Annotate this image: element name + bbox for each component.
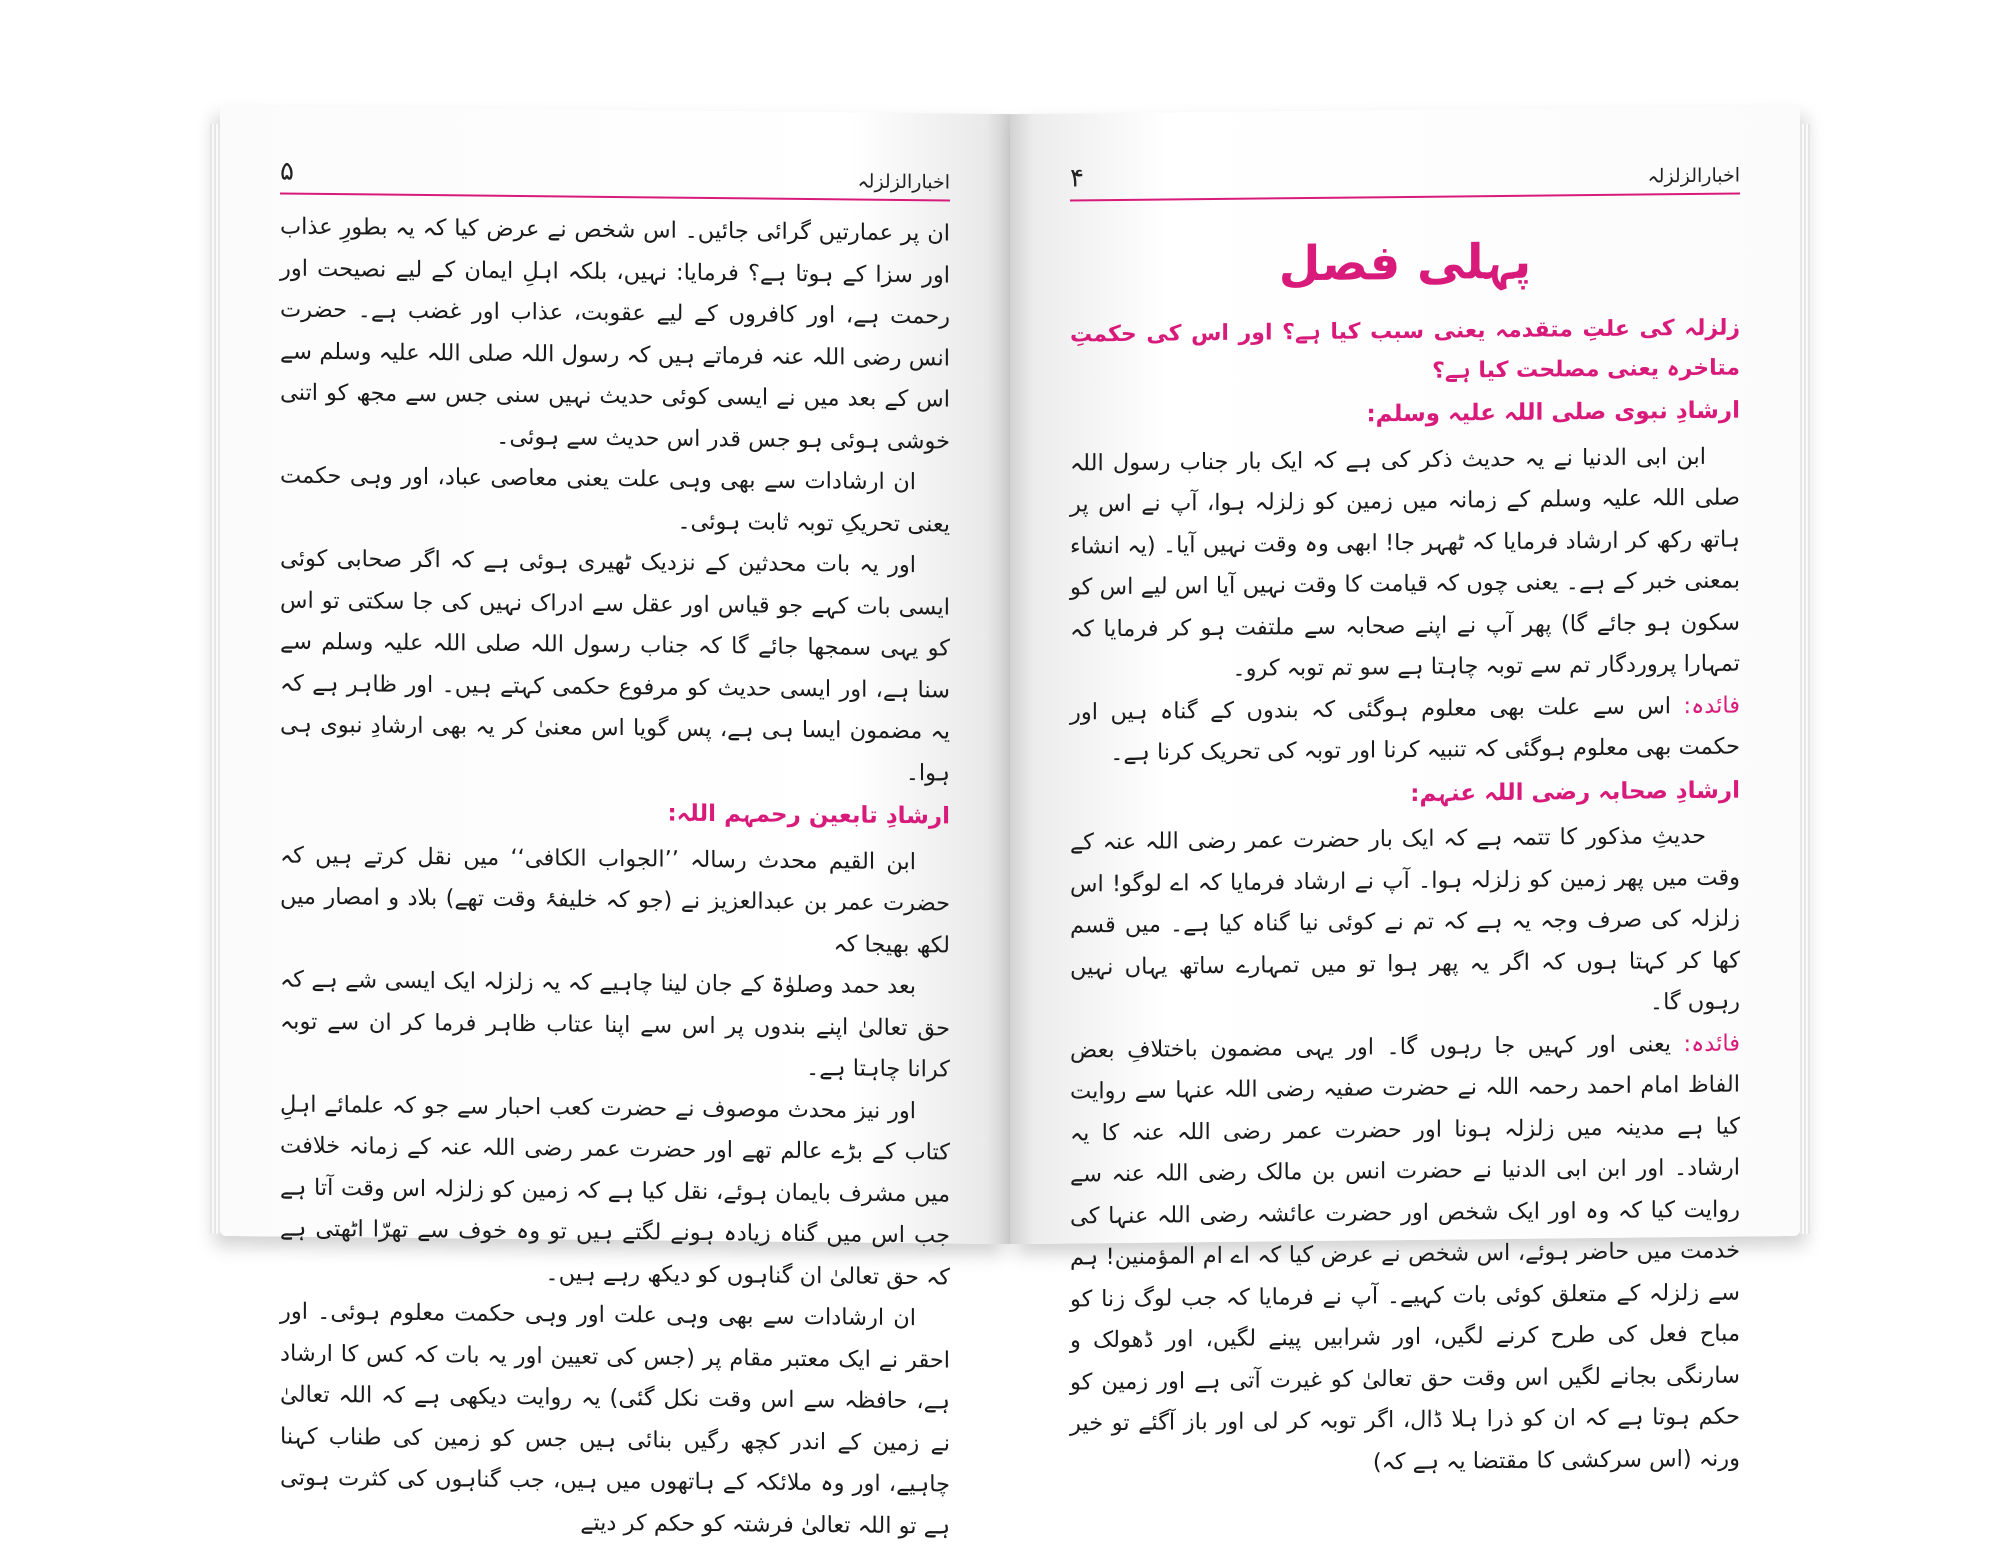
- paragraph: ان ارشادات سے بھی وہی علت اور وہی حکمت معلوم ہوئی۔ اور احقر نے ایک معتبر مقام پر (جس کی تعیین اور یہ بات کہ کس کا ارشاد ہے، حافظہ سے اس وقت نکل گئی) یہ روایت دیکھی ہے کہ اللہ تعالیٰ نے زمین کے اندر کچھ رگیں بنائی ہیں جس کو زمین کی طناب کہنا چاہیے، اور وہ ملائکہ کے ہاتھوں میں ہیں، جب گناہوں کی کثرت ہوتی ہے تو اللہ تعالیٰ فرشتہ کو حکم کر دیتے: [280, 1298, 950, 1540]
- heading-sahaba: ارشادِ صحابہ رضی اللہ عنہم:: [1410, 776, 1740, 807]
- faida-text: اس سے علت بھی معلوم ہوگئی کہ بندوں کے گناہ ہیں اور حکمت بھی معلوم ہوگئی کہ تنبیہ کرنا اور توبہ کی تحریک کرنا ہے۔: [1070, 692, 1740, 767]
- right-running-title: اخبارالزلزلہ: [1647, 164, 1740, 188]
- left-page-number: ۵: [280, 156, 294, 187]
- right-page-number: ۴: [1070, 163, 1084, 194]
- chapter-title: پہلی فصل: [1278, 233, 1532, 293]
- paragraph: بعد حمد وصلوٰۃ کے جان لینا چاہیے کہ یہ زلزلہ ایک ایسی شے ہے کہ حق تعالیٰ اپنے بندوں پر اس سے اپنا عتاب ظاہر فرما کر ان سے توبہ کرانا چاہتا ہے۔: [280, 966, 950, 1083]
- faida-paragraph: [1070, 685, 1740, 775]
- page-edge-left: [210, 124, 220, 1234]
- open-book: [220, 100, 1800, 1540]
- right-page-header: [1070, 146, 1740, 201]
- left-page-body: [280, 206, 950, 1540]
- right-page-body: [1070, 206, 1740, 1475]
- left-page: [220, 106, 1010, 1540]
- paragraph: اور یہ بات محدثین کے نزدیک ٹھیری ہوئی ہے کہ اگر صحابی کوئی ایسی بات کہے جو قیاس اور عقل سے ادراک نہیں کی جا سکتی تو اس کو یہی سمجھا جائے گا کہ جناب رسول اللہ صلی اللہ علیہ وسلم سے سنا ہے، اور ایسی حدیث کو مرفوع حکمی کہتے ہیں۔ اور ظاہر ہے کہ یہ مضمون ایسا ہی ہے، پس گویا اس معنیٰ کر یہ بھی ارشادِ نبوی ہی ہوا۔: [280, 545, 950, 787]
- faida-label: فائدہ:: [1683, 691, 1740, 719]
- left-page-header: [280, 146, 950, 201]
- right-page: [1010, 106, 1800, 1475]
- paragraph: اور نیز محدث موصوف نے حضرت کعب احبار سے جو کہ علمائے اہلِ کتاب کے بڑے عالم تھے اور حضرت عمر رضی اللہ عنہ کے زمانہ خلافت میں مشرف بایمان ہوئے، نقل کیا ہے کہ زمین کو زلزلہ اس وقت آتا ہے جب اس میں گناہ زیادہ ہونے لگتے ہیں تو وہ خوف سے تھرّا اٹھتی ہے کہ حق تعالیٰ ان گناہوں کو دیکھ رہے ہیں۔: [280, 1090, 950, 1291]
- heading-tabiin: ارشادِ تابعین رحمہم اللہ:: [667, 800, 950, 830]
- question-heading: زلزلہ کی علتِ متقدمہ یعنی سبب کیا ہے؟ اور اس کی حکمتِ متاخرہ یعنی مصلحت کیا ہے؟: [1070, 315, 1740, 384]
- faida-label: فائدہ:: [1683, 1029, 1740, 1057]
- paragraph: ابن ابی الدنیا نے یہ حدیث ذکر کی ہے کہ ایک بار جناب رسول اللہ صلی اللہ علیہ وسلم کے زمانہ میں زمین کو زلزلہ ہوا، آپ نے اس پر ہاتھ رکھ کر ارشاد فرمایا کہ ٹھہر جا! ابھی وہ وقت نہیں آیا۔ (یہ انشاء بمعنی خبر کے ہے۔ یعنی چوں کہ قیامت کا وقت نہیں آیا اس لیے اس کو سکون ہو جائے گا) پھر آپ نے اپنے صحابہ سے ملتفت ہو کر فرمایا کہ تمہارا پروردگار تم سے توبہ چاہتا ہے سو تم توبہ کرو۔: [1070, 443, 1740, 682]
- faida-paragraph: [1070, 1023, 1740, 1487]
- faida-text: یعنی اور کہیں جا رہوں گا۔ اور یہی مضمون باختلافِ بعض الفاظ امام احمد رحمہ اللہ نے حضرت صفیہ رضی اللہ عنہا سے روایت کیا ہے مدینہ میں زلزلہ ہونا اور حضرت عمر رضی اللہ عنہ کا یہ ارشاد۔ اور ابن ابی الدنیا نے حضرت انس بن مالک رضی اللہ عنہ سے روایت کیا کہ وہ اور ایک شخص اور حضرت عائشہ رضی اللہ عنہا کی خدمت میں حاضر ہوئے، اس شخص نے عرض کیا کہ اے ام المؤمنین! ہم سے زلزلہ کے متعلق کوئی بات کہیے۔ آپ نے فرمایا کہ جب لوگ زنا کو مباح فعل کی طرح کرنے لگیں، اور شرابیں پینے لگیں، اور ڈھولک و سارنگی بجانے لگیں اس وقت حق تعالیٰ کو غیرت آتی ہے اور زمین کو حکم ہوتا ہے کہ ان کو ذرا ہلا ڈال، اگر توبہ کر لی اور باز آگئے تو خیر ورنہ (اس سرکشی کا مقتضا یہ ہے کہ): [1070, 1030, 1740, 1475]
- left-running-title: اخبارالزلزلہ: [857, 170, 950, 194]
- paragraph: ان ارشادات سے بھی وہی علت یعنی معاصی عباد، اور وہی حکمت یعنی تحریکِ توبہ ثابت ہوئی۔: [280, 462, 950, 538]
- paragraph: ان پر عمارتیں گرائی جائیں۔ اس شخص نے عرض کیا کہ یہ بطورِ عذاب اور سزا کے ہوتا ہے؟ فرمایا: نہیں، بلکہ اہلِ ایمان کے لیے نصیحت اور رحمت ہے، اور کافروں کے لیے عقوبت، عذاب اور غضب ہے۔ حضرت انس رضی اللہ عنہ فرماتے ہیں کہ رسول اللہ صلی اللہ علیہ وسلم سے اس کے بعد میں نے ایسی کوئی حدیث نہیں سنی جس سے مجھ کو اتنی خوشی ہوئی ہو جس قدر اس حدیث سے ہوئی۔: [280, 213, 950, 455]
- paragraph: ابن القیم محدث رسالہ ’’الجواب الکافی‘‘ میں نقل کرتے ہیں کہ حضرت عمر بن عبدالعزیز نے (جو کہ خلیفۂ وقت تھے) بلاد و امصار میں لکھ بھیجا کہ: [280, 841, 950, 959]
- heading-nabawi: ارشادِ نبوی صلی اللہ علیہ وسلم:: [1366, 397, 1740, 428]
- page-edge-right: [1800, 124, 1810, 1234]
- paragraph: حدیثِ مذکور کا تتمہ ہے کہ ایک بار حضرت عمر رضی اللہ عنہ کے وقت میں پھر زمین کو زلزلہ ہوا۔ آپ نے ارشاد فرمایا کہ اے لوگو! اس زلزلہ کی صرف وجہ یہ ہے کہ تم نے کوئی نیا گناہ کیا ہے۔ میں قسم کھا کر کہتا ہوں کہ اگر یہ پھر ہوا تو میں تمہارے ساتھ یہاں نہیں رہوں گا۔: [1070, 822, 1740, 1016]
